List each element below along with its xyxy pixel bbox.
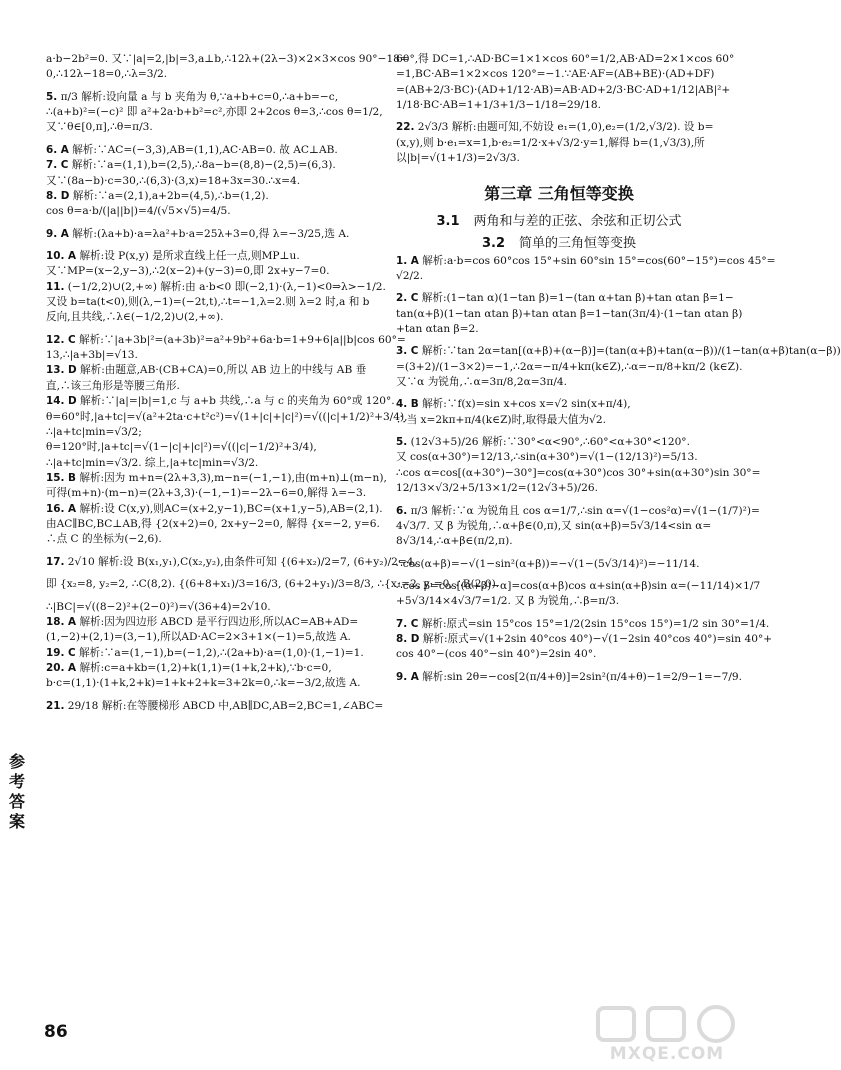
answer-line (396, 83, 731, 98)
answer-line (396, 375, 722, 390)
answer-line (396, 579, 761, 594)
answer-line (46, 90, 378, 105)
answer-text: 又∵MP=(x−2,y−3),∴2(x−2)+(y−3)=0,即 2x+y−7=0. (46, 265, 330, 278)
answer-line (396, 360, 743, 375)
answer-line (46, 120, 378, 135)
answer-line (46, 295, 378, 310)
answer-line (46, 227, 378, 242)
answer-text: 解析:设 P(x,y) 是所求直线上任一点,则MP⊥u. (79, 249, 300, 262)
answer-text: =(AB+2/3·BC)·(AD+1/12·AB)=AB·AD+2/3·BC·AD+1/12|AB|²+ (396, 83, 731, 96)
answer-line (396, 557, 722, 572)
spacer (396, 663, 722, 670)
spacer (396, 337, 722, 344)
side-label-char: 参 (8, 752, 25, 771)
question-number: 10. A (46, 249, 77, 262)
answer-text: ∴(a+b)²=(−c)² 即 a²+2a·b+b²=c²,亦即 2+2cos θ=3,∴cos θ=1/2, (46, 106, 383, 119)
answer-text: 直,∴该三角形是等腰三角形. (46, 379, 180, 392)
chapter-heading: 第三章 三角恒等变换 (484, 183, 634, 203)
answer-line (46, 577, 500, 592)
answer-text: √2/2. (396, 269, 424, 282)
section-heading (396, 232, 722, 251)
spacer (396, 610, 722, 617)
answer-text: ∴cos β=cos[(α+β)−α]=cos(α+β)cos α+sin(α+β)sin α=(−11/14)×1/7 (396, 579, 761, 592)
answer-text: 解析:(λa+b)·a=λa²+b·a=25λ+3=0,得 λ=−3/25,选 A. (72, 227, 350, 240)
answer-line (46, 532, 378, 547)
spacer (46, 242, 378, 249)
answer-line (46, 630, 378, 645)
spacer (46, 83, 378, 90)
spacer (396, 428, 722, 435)
question-number: 8. D (46, 189, 70, 202)
answer-text: 解析:设 C(x,y),则AC=(x+2,y−1),BC=(x+1,y−5),AB=(2,1). (79, 502, 383, 515)
answer-text: 0,∴12λ−18=0,∴λ=3/2. (46, 68, 168, 81)
answer-text: 可得(m+n)·(m−n)=(2λ+3,3)·(−1,−1)=−2λ−6=0,解得 λ=−3. (46, 487, 367, 500)
answer-line (396, 120, 722, 135)
answer-line (46, 471, 387, 486)
question-number: 17. (46, 555, 65, 568)
answer-text: 又设 b=ta(t<0),则(λ,−1)=(−2t,t),∴t=−1,λ=2.则 λ=2 时,a 和 b (46, 296, 370, 309)
answer-text: 以|b|=√(1+1/3)=2√3/3. (396, 152, 520, 165)
question-number: 7. C (46, 159, 69, 172)
answer-text: π/3 解析:∵α 为锐角且 cos α=1/7,∴sin α=√(1−cos²α)=√(1−(1/7)²)= (410, 504, 760, 517)
answer-text: ∴当 x=2kπ+π/4(k∈Z)时,取得最大值为√2. (396, 413, 606, 426)
answer-text: +tan αtan β=2. (396, 322, 479, 335)
question-number: 6. (396, 504, 408, 517)
answer-text: 12/13×√3/2+5/13×1/2=(12√3+5)/26. (396, 482, 598, 495)
answer-line (46, 348, 378, 363)
answer-text: 解析:∵f(x)=sin x+cos x=√2 sin(x+π/4), (422, 398, 631, 411)
answer-text: θ=120°时,|a+tc|=√(1−|c|+|c|²)=√((|c|−1/2)²+3/4), (46, 441, 317, 454)
spacer (396, 113, 722, 120)
answer-line (46, 158, 378, 173)
answer-text: θ=60°时,|a+tc|=√(a²+2ta·c+t²c²)=√(1+|c|+|c|²)=√((|c|+1/2)²+3/4), (46, 410, 408, 423)
side-label-char: 答 (8, 792, 25, 811)
question-number: 9. A (46, 227, 69, 240)
question-number: 9. A (396, 670, 419, 683)
answer-text: ∴|BC|=√((8−2)²+(2−0)²)=√(36+4)=2√10. (46, 600, 271, 613)
answer-line (396, 397, 722, 412)
answer-line (396, 413, 722, 428)
answer-line (396, 435, 722, 450)
question-number: 8. D (396, 633, 420, 646)
answer-line (46, 189, 378, 204)
question-number: 12. C (46, 333, 76, 346)
spacer (46, 136, 378, 143)
answer-line (46, 204, 378, 219)
answer-text: 又∵(8a−b)·c=30,∴(6,3)·(3,x)=18+3x=30.∴x=4. (46, 174, 301, 187)
answer-text: 解析:(1−tan α)(1−tan β)=1−(tan α+tan β)+tan αtan β=1− (421, 292, 734, 305)
answer-text: tan(α+β)(1−tan αtan β)+tan αtan β=1−tan(3π/4)·(1−tan αtan β) (396, 307, 743, 320)
answer-line (396, 307, 743, 322)
answer-line (46, 410, 408, 425)
answer-text: 解析:∵tan 2α=tan[(α+β)+(α−β)]=(tan(α+β)+tan(α−β))/(1−tan(α+β)tan(α−β)) (421, 345, 841, 358)
answer-line (396, 98, 722, 113)
answer-text: 解析:原式=√(1+2sin 40°cos 40°)−√(1−2sin 40°cos 40°)=sin 40°+ (422, 633, 773, 646)
answer-text: =1,BC·AB=1×2×cos 120°=−1.∵AE·AF=(AB+BE)·(AD+DF) (396, 68, 715, 81)
spacer (396, 550, 722, 557)
answer-text: 1/18·BC·AB=1+1/3+1/3−1/18=29/18. (396, 99, 601, 112)
answer-line (46, 456, 378, 471)
answer-text: 解析:由题意,AB·(CB+CA)=0,所以 AB 边上的中线与 AB 垂 (80, 364, 367, 377)
answer-text: (12√3+5)/26 解析:∵30°<α<90°,∴60°<α+30°<120°. (410, 436, 690, 449)
answer-text: 解析:∵a=(1,−1),b=(−1,2),∴(2a+b)·a=(1,0)·(1,−1)=1. (79, 646, 364, 659)
answer-text: 解析:因为四边形 ABCD 是平行四边形,所以AC=AB+AD= (79, 615, 359, 628)
side-label-reference-answers (6, 752, 28, 832)
answer-text: 又∵α 为锐角,∴α=3π/8,2α=3π/4. (396, 376, 568, 389)
answer-text: 解析:∵a=(2,1),a+2b=(4,5),∴b=(1,2). (72, 189, 269, 202)
question-number: 2. C (396, 292, 419, 305)
answer-line (396, 269, 722, 284)
answer-line (396, 450, 722, 465)
answer-line (46, 517, 378, 532)
question-number: 16. A (46, 502, 77, 515)
question-number: 5. (396, 436, 408, 449)
answer-text: (−1/2,2)∪(2,+∞) 解析:由 a·b<0 即(−2,1)·(λ,−1)<0⇒λ>−1/2. (67, 280, 386, 293)
answer-line (46, 264, 378, 279)
answer-text: 解析:原式=sin 15°cos 15°=1/2(2sin 15°cos 15°)=1/2 sin 30°=1/4. (421, 617, 770, 630)
answer-line (396, 466, 761, 481)
answer-line (46, 555, 417, 570)
answer-line (396, 617, 770, 632)
spacer (396, 390, 722, 397)
answer-text: 60°,得 DC=1,∴AD·BC=1×1×cos 60°=1/2,AB·AD=2×1×cos 60° (396, 53, 735, 65)
page-number: 86 (44, 1022, 68, 1042)
spacer (396, 497, 722, 504)
answer-line (46, 676, 378, 691)
section-heading (396, 210, 722, 229)
answer-text: π/3 解析:设向量 a 与 b 夹角为 θ,∵a+b+c=0,∴a+b=−c, (60, 90, 339, 103)
watermark-text: MXQE.COM (609, 1044, 725, 1064)
answer-line (46, 425, 378, 440)
answer-text: (x,y),则 b·e₁=x=1,b·e₂=1/2·x+√3/2·y=1,解得 b=(1,√3/3),所 (396, 136, 705, 149)
answer-text: 8√3/14,∴α+β∈(π/2,π). (396, 535, 513, 548)
answer-line (396, 504, 760, 519)
answer-line (46, 646, 378, 661)
question-number: 15. B (46, 471, 76, 484)
question-number: 18. A (46, 615, 77, 628)
section-title: 简单的三角恒等变换 (519, 235, 637, 251)
question-number: 22. (396, 121, 415, 134)
answer-line (46, 67, 378, 82)
answer-line (396, 52, 735, 67)
answer-text: 又∵θ∈[0,π],∴θ=π/3. (46, 121, 153, 134)
answer-text: 解析:∵|a+3b|²=(a+3b)²=a²+9b²+6a·b=1+9+6|a||b|cos 60°= (79, 333, 406, 346)
answer-line (46, 486, 378, 501)
answer-line (396, 534, 722, 549)
answer-line (396, 647, 722, 662)
answer-line (396, 151, 722, 166)
spacer (46, 692, 378, 699)
answer-text: ∴cos α=cos[(α+30°)−30°]=cos(α+30°)cos 30°+sin(α+30°)sin 30°= (396, 466, 761, 479)
answer-text: a·b−2b²=0. 又∵|a|=2,|b|=3,a⊥b,∴12λ+(2λ−3)×2×3×cos 90°−18= (46, 53, 409, 65)
side-label-char: 考 (8, 772, 25, 791)
answer-line (396, 670, 743, 685)
answer-line (46, 363, 378, 378)
answer-text: 29/18 解析:在等腰梯形 ABCD 中,AB∥DC,AB=2,BC=1,∠ABC= (67, 699, 384, 712)
answer-text: cos 40°−(cos 40°−sin 40°)=2sin 40°. (396, 648, 597, 661)
answer-text: 解析:c=a+kb=(1,2)+k(1,1)=(1+k,2+k),∵b·c=0, (79, 661, 332, 674)
answer-line (46, 333, 406, 348)
spacer (396, 284, 722, 291)
right-answer-column (396, 52, 841, 685)
answer-line (46, 661, 378, 676)
answer-text: 解析:因为 m+n=(2λ+3,3),m−n=(−1,−1),由(m+n)⊥(m−n), (79, 471, 387, 484)
side-label-char: 案 (8, 812, 25, 831)
answer-line (46, 600, 378, 615)
answer-line (396, 481, 722, 496)
answer-line (46, 52, 409, 67)
question-number: 19. C (46, 646, 76, 659)
spacer (46, 220, 378, 227)
answer-line (46, 379, 378, 394)
answer-line (396, 67, 722, 82)
spacer (46, 570, 378, 577)
question-number: 3. C (396, 345, 419, 358)
answer-text: 解析:∵a=(1,1),b=(2,5),∴8a−b=(8,8)−(2,5)=(6,3). (71, 159, 336, 172)
answer-line (46, 699, 384, 714)
answer-line (46, 249, 378, 264)
answer-line (396, 322, 722, 337)
question-number: 7. C (396, 617, 419, 630)
question-number: 20. A (46, 661, 77, 674)
answer-text: b·c=(1,1)·(1+k,2+k)=1+k+2+k=3+2k=0,∴k=−3/2,故选 A. (46, 677, 361, 690)
answer-text: ∴|a+tc|min=√3/2; (46, 425, 142, 438)
answer-line (396, 291, 734, 306)
section-title: 两角和与差的正弦、余弦和正切公式 (473, 213, 682, 229)
answer-text: 4√3/7. 又 β 为锐角,∴α+β∈(0,π),又 sin(α+β)=5√3/14<sin α= (396, 519, 712, 532)
answer-line (46, 310, 378, 325)
answer-text: 解析:a·b=cos 60°cos 15°+sin 60°sin 15°=cos(60°−15°)=cos 45°= (422, 254, 776, 267)
answer-text: cos θ=a·b/(|a||b|)=4/(√5×√5)=4/5. (46, 205, 231, 218)
question-number: 6. A (46, 143, 69, 156)
answer-text: 解析:∵|a|=|b|=1,c 与 a+b 共线,∴a 与 c 的夹角为 60°或 120°. (80, 395, 395, 408)
answer-text: 13,∴|a+3b|=√13. (46, 349, 138, 362)
question-number: 4. B (396, 398, 419, 411)
answer-text: 反向,且共线,∴λ∈(−1/2,2)∪(2,+∞). (46, 311, 224, 324)
answer-text: 即 {x₂=8, y₂=2, ∴C(8,2). {(6+8+x₁)/3=16/3, (6+2+y₁)/3=8/3, ∴{x₁=2, y₁=0, ∴B(2,0). (46, 578, 500, 591)
answer-line (396, 632, 773, 647)
answer-line (46, 502, 383, 517)
answer-line (46, 280, 386, 295)
answer-line (396, 344, 841, 359)
answer-text: 2√10 解析:设 B(x₁,y₁),C(x₂,y₂),由条件可知 {(6+x₂)/2=7, (6+y₂)/2=4, (67, 555, 417, 568)
answer-line (46, 105, 383, 120)
answer-text: 又 cos(α+30°)=12/13,∴sin(α+30°)=√(1−(12/13)²)=5/13. (396, 451, 698, 464)
answer-line (46, 143, 378, 158)
answer-line (46, 440, 378, 455)
answer-line (396, 254, 776, 269)
answer-line (46, 615, 378, 630)
answer-text: 解析:sin 2θ=−cos[2(π/4+θ)]=2sin²(π/4+θ)−1=2/9−1=−7/9. (422, 670, 743, 683)
answer-text: 由AC∥BC,BC⊥AB,得 {2(x+2)=0, 2x+y−2=0, 解得 {x=−2, y=6. (46, 518, 380, 531)
answer-line (46, 174, 378, 189)
spacer (396, 572, 722, 579)
question-number: 14. D (46, 395, 77, 408)
section-number: 3.1 (436, 213, 460, 229)
answer-line (396, 136, 722, 151)
answer-text: (1,−2)+(2,1)=(3,−1),所以AD·AC=2×3+1×(−1)=5,故选 A. (46, 631, 351, 644)
answer-text: ∴|a+tc|min=√3/2. 综上,|a+tc|min=√3/2. (46, 456, 259, 469)
question-number: 11. (46, 280, 65, 293)
answer-text: +5√3/14×4√3/7=1/2. 又 β 为锐角,∴β=π/3. (396, 595, 620, 608)
answer-text: ∴点 C 的坐标为(−2,6). (46, 533, 162, 546)
question-number: 1. A (396, 254, 419, 267)
answer-text: =(3+2)/(1−3×2)=−1,∴2α=−π/4+kπ(k∈Z),∴α=−π/8+kπ/2 (k∈Z). (396, 360, 743, 373)
section-number: 3.2 (481, 235, 505, 251)
answer-text: 解析:∵AC=(−3,3),AB=(1,1),AC·AB=0. 故 AC⊥AB. (72, 143, 338, 156)
watermark-logo (592, 1002, 742, 1068)
spacer (46, 326, 378, 333)
spacer (46, 593, 378, 600)
watermark-emblem-icon (592, 1002, 742, 1046)
question-number: 13. D (46, 364, 77, 377)
question-number: 5. (46, 90, 58, 103)
answer-text: 2√3/3 解析:由题可知,不妨设 e₁=(1,0),e₂=(1/2,√3/2). 设 b= (417, 121, 714, 134)
answer-text: ∴cos(α+β)=−√(1−sin²(α+β))=−√(1−(5√3/14)²)=−11/14. (396, 557, 700, 570)
answer-line (396, 594, 722, 609)
answer-line (46, 394, 395, 409)
spacer (46, 548, 378, 555)
question-number: 21. (46, 699, 65, 712)
answer-line (396, 519, 722, 534)
